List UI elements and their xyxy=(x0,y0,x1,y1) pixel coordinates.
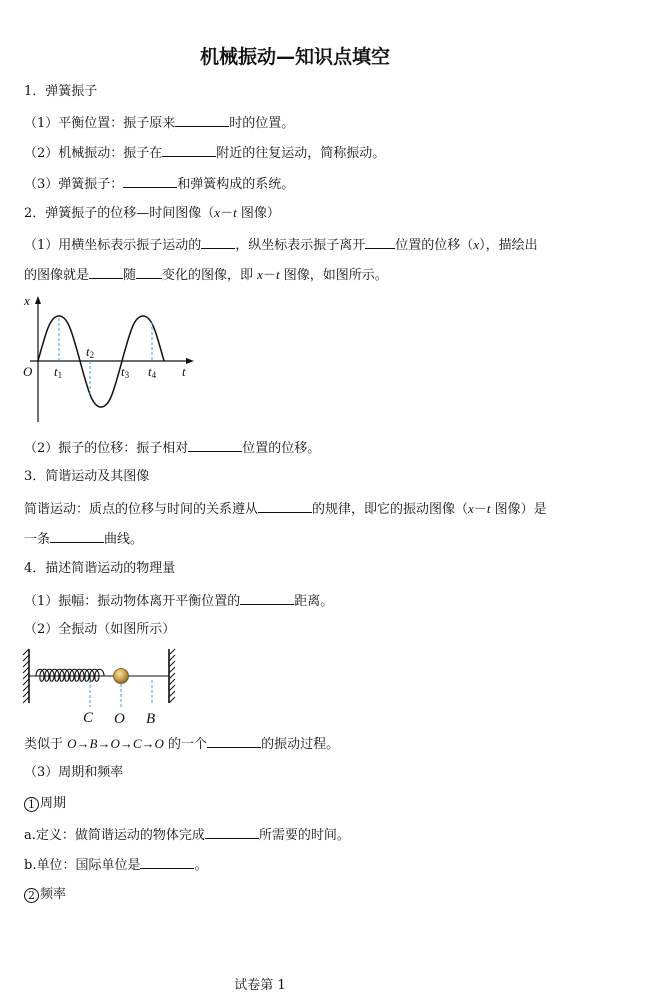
section-4-heading: 4．描述简谐运动的物理量 xyxy=(24,561,176,576)
origin-label: O xyxy=(23,364,33,379)
s1-item-3: （3）弹簧振子： 和弹簧构成的系统。 xyxy=(24,174,294,194)
label-c: C xyxy=(83,710,94,726)
displacement-time-graph xyxy=(20,292,200,427)
left-wall-hatch xyxy=(23,649,29,703)
answer-blank[interactable] xyxy=(201,235,235,249)
s4-item-1: （1）振幅：振动物体离开平衡位置的 距离。 xyxy=(24,591,333,611)
ball-icon xyxy=(114,669,129,684)
s3-item-1: 简谐运动：质点的位移与时间的关系遵从 的规律，即它的振动图像（x－t 图像）是 xyxy=(24,501,547,517)
s4-frequency-heading: 2 频率 xyxy=(24,886,66,904)
answer-blank[interactable] xyxy=(50,529,104,543)
section-3-heading: 3．简谐运动及其图像 xyxy=(24,469,150,484)
circled-number: 1 xyxy=(24,797,39,812)
t-axis-arrow xyxy=(186,358,194,364)
s4-item-3: 类似于 O→B→O→C→O 的一个 的振动过程。 xyxy=(24,736,340,752)
t3-label: t3 xyxy=(121,364,130,380)
answer-blank[interactable] xyxy=(123,174,177,188)
s4-item-2: （2）全振动（如图所示） xyxy=(24,622,176,637)
answer-blank[interactable] xyxy=(175,113,229,127)
t4-label: t4 xyxy=(148,364,157,380)
page-title: 机械振动—知识点填空 xyxy=(199,46,390,68)
s3-item-2: 一条 曲线。 xyxy=(24,529,143,549)
answer-blank[interactable] xyxy=(207,734,261,748)
answer-blank[interactable] xyxy=(140,855,194,869)
section-2-heading: 2．弹簧振子的位移—时间图像（x－t 图像） xyxy=(24,205,280,221)
x-axis-arrow xyxy=(35,296,41,304)
section-1-heading: 1．弹簧振子 xyxy=(24,84,98,99)
page-footer: 试卷第 1 xyxy=(234,978,286,993)
s1-item-1: （1）平衡位置：振子原来 时的位置。 xyxy=(24,113,294,133)
axis-label-x: x xyxy=(24,293,30,308)
s4-period-heading: 1 周期 xyxy=(24,795,66,813)
label-o: O xyxy=(114,711,125,727)
t1-label: t1 xyxy=(54,364,63,380)
label-b: B xyxy=(146,711,156,727)
t2-label: t2 xyxy=(86,344,95,360)
s2-item-1-line-1: （1）用横坐标表示振子运动的 ，纵坐标表示振子离开 位置的位移（x），描绘出 xyxy=(24,237,538,253)
spring-icon xyxy=(29,669,114,681)
answer-blank[interactable] xyxy=(258,499,312,513)
answer-blank[interactable] xyxy=(89,265,123,279)
answer-blank[interactable] xyxy=(240,591,294,605)
answer-blank[interactable] xyxy=(136,265,162,279)
spring-oscillator-diagram xyxy=(22,645,182,727)
axis-label-t: t xyxy=(182,364,186,379)
s4-period-unit: b.单位：国际单位是 。 xyxy=(24,855,207,875)
answer-blank[interactable] xyxy=(162,143,216,157)
s4-period-definition: a.定义：做简谐运动的物体完成 所需要的时间。 xyxy=(24,825,350,845)
s4-item-4: （3）周期和频率 xyxy=(24,765,124,780)
right-wall-hatch xyxy=(169,649,175,703)
answer-blank[interactable] xyxy=(205,825,259,839)
circled-number: 2 xyxy=(24,888,39,903)
answer-blank[interactable] xyxy=(188,438,242,452)
s2-item-1-line-2: 的图像就是 随 变化的图像，即 x－t 图像，如图所示。 xyxy=(24,267,388,283)
s1-item-2: （2）机械振动：振子在 附近的往复运动，简称振动。 xyxy=(24,143,385,163)
answer-blank[interactable] xyxy=(365,235,395,249)
s2-item-2: （2）振子的位移：振子相对 位置的位移。 xyxy=(24,438,320,458)
